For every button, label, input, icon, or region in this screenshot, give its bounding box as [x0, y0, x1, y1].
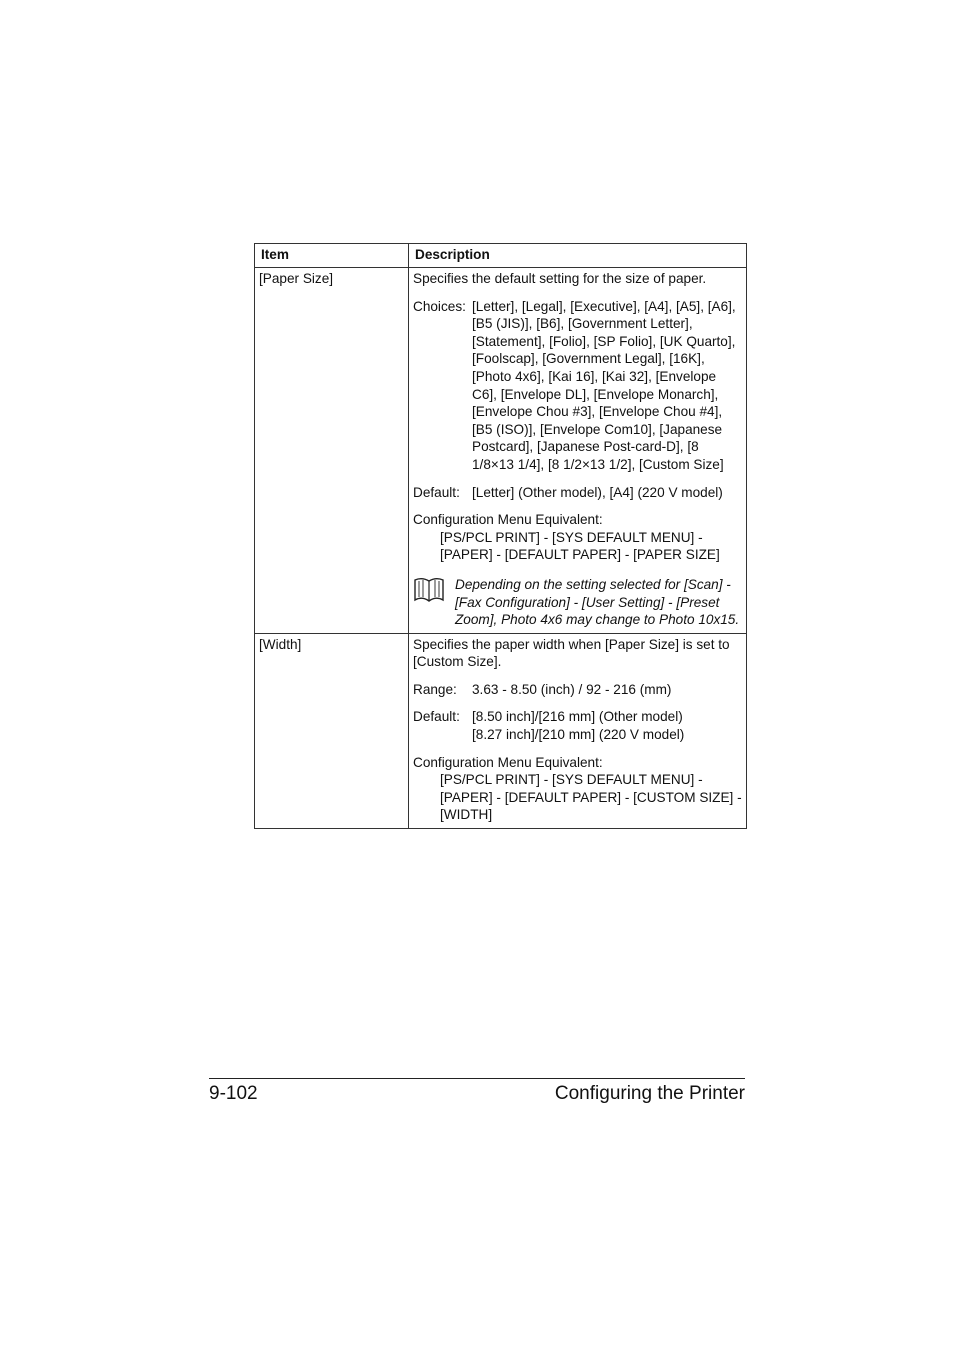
row-item-paper-size: [Paper Size]: [255, 268, 409, 634]
header-item: Item: [255, 244, 409, 268]
default-value-220v: [8.27 inch]/[210 mm] (220 V model): [472, 727, 685, 743]
range-value: 3.63 - 8.50 (inch) / 92 - 216 (mm): [472, 681, 672, 697]
paper-size-intro: Specifies the default setting for the size of paper.: [413, 271, 707, 286]
default-label: Default:: [413, 484, 460, 500]
row-description-paper-size: [409, 268, 747, 634]
config-label: Configuration Menu Equivalent:: [413, 754, 603, 770]
book-note-icon: [413, 576, 455, 606]
table-row: [255, 268, 747, 634]
default-values: [472, 708, 743, 743]
choices-value: [Letter], [Legal], [Executive], [A4], [A5], [A6], [B5 (JIS)], [B6], [Government Letter], [Statement], [Folio], [SP Folio], [UK Quarto], [Foolscap], [Government Legal], [16K], [Photo 4x6], [Kai 16], [Kai 32], [Envelope C6], [Envelope DL], [Envelope Monarch], [Envelope Chou #3], [Envelope Chou #4], [B5 (ISO)], [Envelope Com10], [Japanese Postcard], [Japanese Post-card-D], [8 1/8×13 1/4], [8 1/2×13 1/2], [Custom Size]: [472, 298, 736, 472]
row-item-width: [Width]: [255, 633, 409, 828]
header-description: Description: [409, 244, 747, 268]
choices-label: Choices:: [413, 298, 466, 314]
row-description-width: [409, 633, 747, 828]
range-label: Range:: [413, 681, 457, 697]
config-label: Configuration Menu Equivalent:: [413, 512, 603, 528]
paper-size-choices: [413, 298, 743, 474]
paper-size-default: [413, 484, 743, 502]
config-path: [PS/PCL PRINT] - [SYS DEFAULT MENU] - [PAPER] - [DEFAULT PAPER] - [PAPER SIZE]: [440, 529, 720, 563]
footer-divider: [209, 1078, 745, 1079]
width-default: [413, 708, 743, 743]
note-text: Depending on the setting selected for [Scan] - [Fax Configuration] - [User Setting] - [Preset Zoom], Photo 4x6 may change to Photo 10x15.: [455, 576, 740, 628]
chapter-title: Configuring the Printer: [554, 1083, 745, 1104]
width-range: [413, 681, 743, 699]
default-value: [Letter] (Other model), [A4] (220 V model): [472, 484, 723, 500]
default-value-other: [8.50 inch]/[216 mm] (Other model): [472, 709, 683, 725]
config-path: [PS/PCL PRINT] - [SYS DEFAULT MENU] - [PAPER] - [DEFAULT PAPER] - [CUSTOM SIZE] - [WIDTH]: [440, 772, 742, 823]
page-number: 9-102: [209, 1083, 258, 1104]
width-config: [413, 754, 743, 824]
table-row: [255, 633, 747, 828]
paper-size-config: [413, 511, 743, 564]
table-header-row: [255, 244, 747, 268]
default-label: Default:: [413, 709, 460, 725]
paper-size-note: [413, 576, 743, 629]
width-intro: Specifies the paper width when [Paper Size] is set to [Custom Size].: [413, 636, 730, 670]
settings-table: [254, 243, 747, 829]
